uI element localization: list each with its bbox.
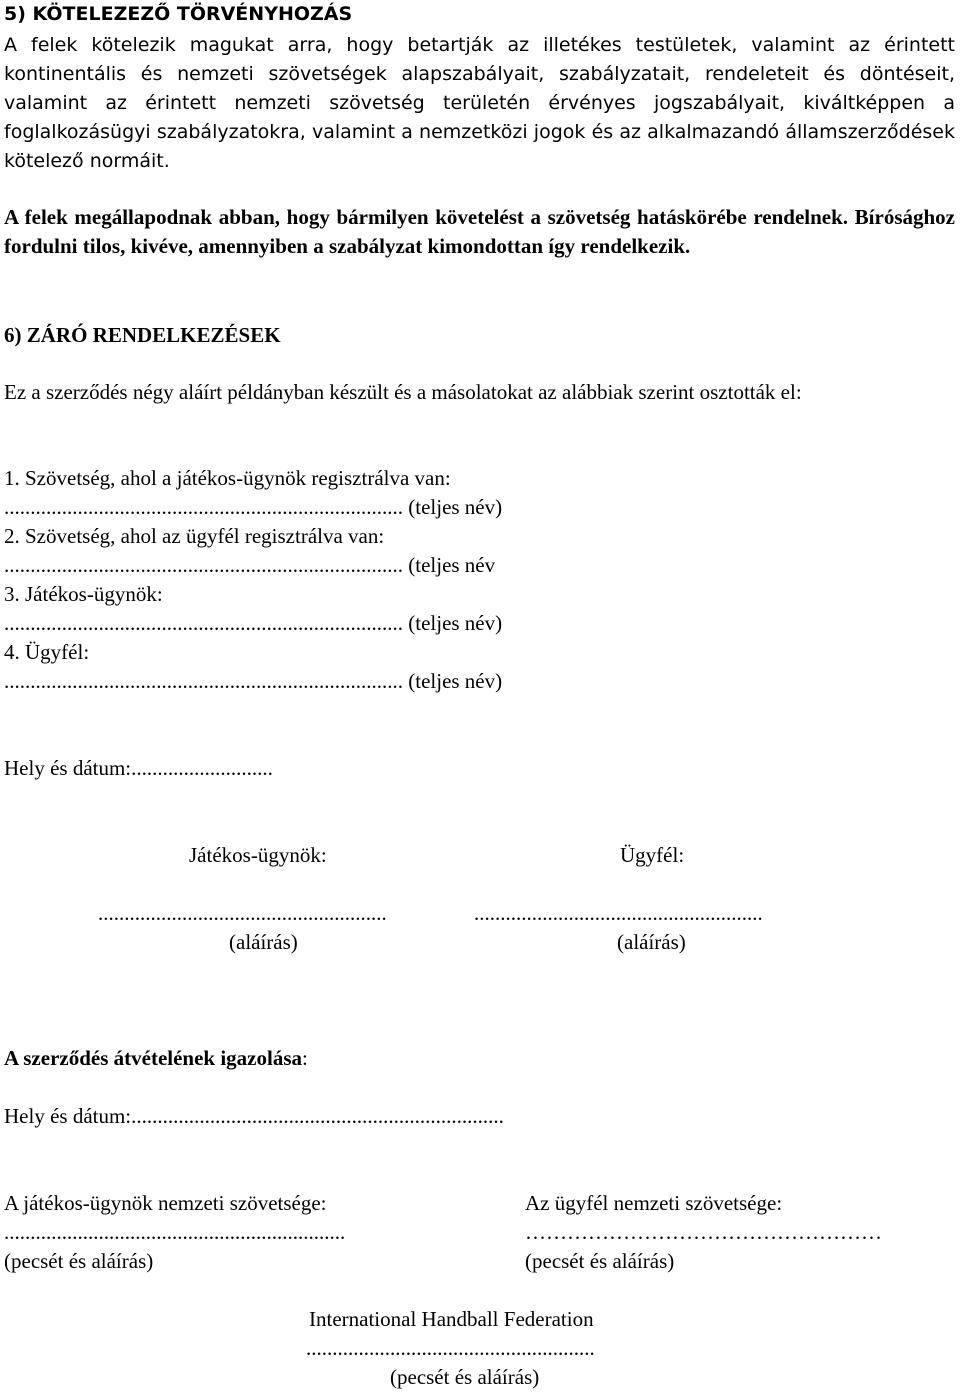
copy-item-4-fill: ............................................................................ (teljes név) <box>4 669 503 693</box>
copy-item-3-label: 3. Játékos-ügynök: <box>4 582 163 606</box>
agent-signature-label: Játékos-ügynök: <box>189 843 327 867</box>
copy-item-2-label: 2. Szövetség, ahol az ügyfél regisztrálva van: <box>4 524 385 548</box>
section-6-title: 6) ZÁRÓ RENDELKEZÉSEK <box>4 323 281 347</box>
copy-item-1-label: 1. Szövetség, ahol a játékos-ügynök regisztrálva van: <box>4 466 451 490</box>
receipt-title: A szerződés átvételének igazolása <box>4 1046 303 1070</box>
ihf-label: International Handball Federation <box>309 1307 594 1331</box>
copy-item-4-label: 4. Ügyfél: <box>4 640 90 664</box>
copy-item-1-fill: ............................................................................ (teljes név) <box>4 495 503 519</box>
copy-item-2-fill: ............................................................................ (teljes név <box>4 553 496 577</box>
receipt-title-row <box>4 1044 308 1072</box>
client-federation-caption: (pecsét és aláírás) <box>525 1249 675 1273</box>
place-date-line: Hely és dátum:........................... <box>4 756 273 780</box>
ihf-signature-line: ....................................................... <box>306 1336 595 1360</box>
section-5-paragraph: A felek kötelezik magukat arra, hogy betartják az illetékes testületek, valamint az érintett kontinentális és nemzeti szövetségek alapszabályait, szabályzatait, rendeleteit és döntéseit, valamint az érintett nemzeti szövetség területén érvényes jogszabályait, kiváltképpen a foglalkozásügyi szabályzatokra, valamint a nemzetközi jogok és az alkalmazandó államszerződések kötelező normáit. <box>4 34 955 172</box>
client-signature-caption: (aláírás) <box>617 930 686 954</box>
section-6-paragraph: Ez a szerződés négy aláírt példányban készült és a másolatokat az alábbiak szerint osztották el: <box>4 380 802 404</box>
ihf-signature-caption: (pecsét és aláírás) <box>390 1365 540 1389</box>
client-signature-label: Ügyfél: <box>620 843 685 867</box>
section-5-bold-paragraph: A felek megállapodnak abban, hogy bármilyen követelést a szövetség hatáskörébe rendelnek. Bírósághoz fordulni tilos, kivéve, amennyiben a szabályzat kimondottan így rendelkezik. <box>4 205 955 258</box>
client-federation-line: …………………………………………… <box>525 1220 882 1244</box>
agent-federation-caption: (pecsét és aláírás) <box>4 1249 154 1273</box>
agent-signature-caption: (aláírás) <box>229 930 298 954</box>
receipt-title-colon: : <box>302 1046 308 1070</box>
agent-federation-label: A játékos-ügynök nemzeti szövetsége: <box>4 1191 327 1215</box>
section-5-title: 5) KÖTELEZEZŐ TÖRVÉNYHOZÁS <box>4 3 353 25</box>
receipt-place-date: Hely és dátum:....................................................................... <box>4 1104 504 1128</box>
agent-signature-line: ....................................................... <box>98 901 387 925</box>
client-federation-label: Az ügyfél nemzeti szövetsége: <box>525 1191 783 1215</box>
client-signature-line: ....................................................... <box>474 901 763 925</box>
copy-item-3-fill: ............................................................................ (teljes név) <box>4 611 503 635</box>
agent-federation-line: ................................................................. <box>4 1220 346 1244</box>
